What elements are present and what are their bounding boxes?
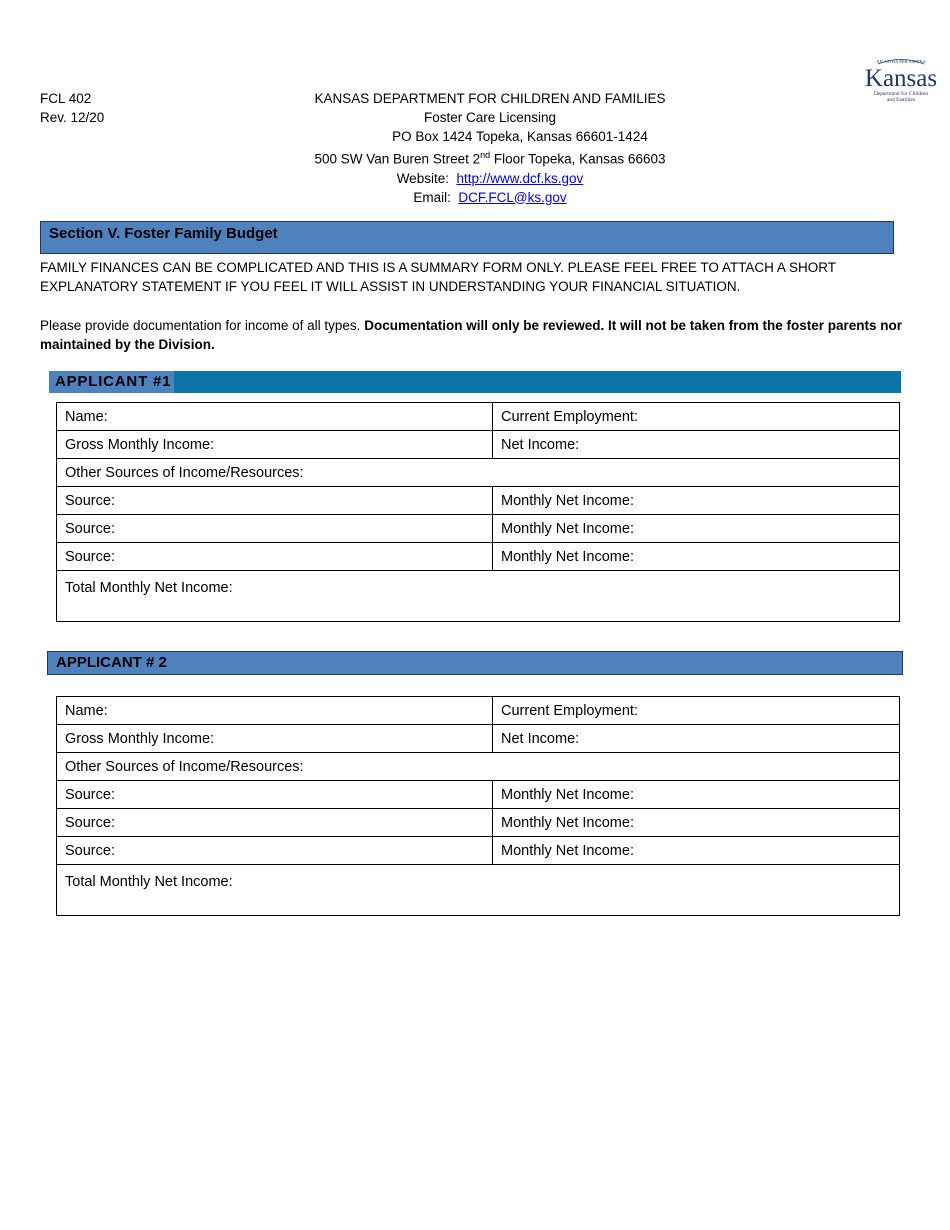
table-row — [57, 487, 900, 515]
table-row — [57, 837, 900, 865]
applicant2-title: APPLICANT # 2 — [56, 654, 167, 671]
agency-header — [240, 89, 740, 207]
intro-statement: FAMILY FINANCES CAN BE COMPLICATED AND THIS IS A SUMMARY FORM ONLY. PLEASE FEEL FREE TO ATTACH A SHORT EXPLANATORY STATEMENT IF YOU FEEL IT WILL ASSIST IN UNDERSTANDING YOUR FINANCIAL SITUATION. — [40, 260, 836, 294]
table-row — [57, 725, 900, 753]
website-line — [240, 169, 740, 188]
kansas-dcf-logo — [858, 55, 944, 105]
applicant2-name-field[interactable]: Name: — [57, 697, 493, 725]
applicant1-name-field[interactable]: Name: — [57, 403, 493, 431]
website-link[interactable]: http://www.dcf.ks.gov — [456, 170, 584, 186]
applicant1-source-2-income-field[interactable]: Monthly Net Income: — [493, 515, 900, 543]
section-title-bar — [40, 221, 894, 254]
table-row — [57, 403, 900, 431]
applicant1-source-1-income-field[interactable]: Monthly Net Income: — [493, 487, 900, 515]
applicant1-source-2-field[interactable]: Source: — [57, 515, 493, 543]
svg-text:and Families: and Families — [886, 97, 916, 103]
applicant2-total-income-field[interactable]: Total Monthly Net Income: — [57, 865, 900, 916]
applicant1-title-bar — [49, 371, 901, 393]
applicant1-net-income-field[interactable]: Net Income: — [493, 431, 900, 459]
applicant2-title-bar — [47, 651, 903, 675]
email-label: Email: — [413, 189, 451, 205]
applicant2-gross-income-field[interactable]: Gross Monthly Income: — [57, 725, 493, 753]
street-address-main: 500 SW Van Buren Street 2 — [314, 151, 481, 167]
table-row — [57, 697, 900, 725]
applicant1-income-table — [56, 402, 900, 622]
form-revision: Rev. 12/20 — [40, 110, 105, 125]
section-title: Section V. Foster Family Budget — [49, 225, 278, 242]
applicant1-source-1-field[interactable]: Source: — [57, 487, 493, 515]
applicant2-income-table — [56, 696, 900, 916]
applicant2-source-2-field[interactable]: Source: — [57, 809, 493, 837]
table-row — [57, 543, 900, 571]
applicant2-employment-field[interactable]: Current Employment: — [493, 697, 900, 725]
applicant2-net-income-field[interactable]: Net Income: — [493, 725, 900, 753]
table-row — [57, 431, 900, 459]
applicant1-source-3-field[interactable]: Source: — [57, 543, 493, 571]
applicant2-other-sources-label: Other Sources of Income/Resources: — [57, 753, 900, 781]
documentation-note-plain: Please provide documentation for income of all types. — [40, 318, 361, 333]
table-row — [57, 865, 900, 916]
applicant2-source-3-income-field[interactable]: Monthly Net Income: — [493, 837, 900, 865]
table-row — [57, 571, 900, 622]
applicant1-total-income-field[interactable]: Total Monthly Net Income: — [57, 571, 900, 622]
applicant2-source-1-income-field[interactable]: Monthly Net Income: — [493, 781, 900, 809]
logo-wordmark: Kansas — [864, 65, 938, 92]
table-row — [57, 515, 900, 543]
applicant1-source-3-income-field[interactable]: Monthly Net Income: — [493, 543, 900, 571]
agency-name: KANSAS DEPARTMENT FOR CHILDREN AND FAMILIES — [314, 91, 666, 106]
table-row — [57, 809, 900, 837]
email-line — [240, 188, 740, 207]
applicant2-source-1-field[interactable]: Source: — [57, 781, 493, 809]
documentation-note — [40, 316, 910, 354]
applicant1-title: APPLICANT #1 — [49, 371, 174, 393]
svg-text:Department for Children: Department for Children — [873, 91, 929, 97]
table-row — [57, 753, 900, 781]
website-label: Website: — [396, 170, 449, 186]
po-box-address: PO Box 1424 Topeka, Kansas 66601-1424 — [392, 129, 648, 144]
form-identifier — [40, 89, 104, 127]
street-address-rest: Floor Topeka, Kansas 66603 — [490, 151, 666, 167]
documentation-note-bold: Documentation will only be reviewed. It will not be taken from the foster parents nor maintained by the Division. — [40, 318, 903, 352]
applicant1-gross-income-field[interactable]: Gross Monthly Income: — [57, 431, 493, 459]
street-address-sup: nd — [480, 150, 491, 160]
logo-motto: AD ASTRA PER ASPERA — [876, 59, 926, 64]
applicant2-source-2-income-field[interactable]: Monthly Net Income: — [493, 809, 900, 837]
table-row — [57, 459, 900, 487]
street-address — [240, 146, 740, 169]
email-link[interactable]: DCF.FCL@ks.gov — [458, 189, 567, 205]
table-row — [57, 781, 900, 809]
applicant2-source-3-field[interactable]: Source: — [57, 837, 493, 865]
applicant1-other-sources-label: Other Sources of Income/Resources: — [57, 459, 900, 487]
form-number: FCL 402 — [40, 91, 92, 106]
applicant1-employment-field[interactable]: Current Employment: — [493, 403, 900, 431]
division-name: Foster Care Licensing — [423, 110, 557, 125]
kansas-logo-icon — [858, 55, 944, 105]
